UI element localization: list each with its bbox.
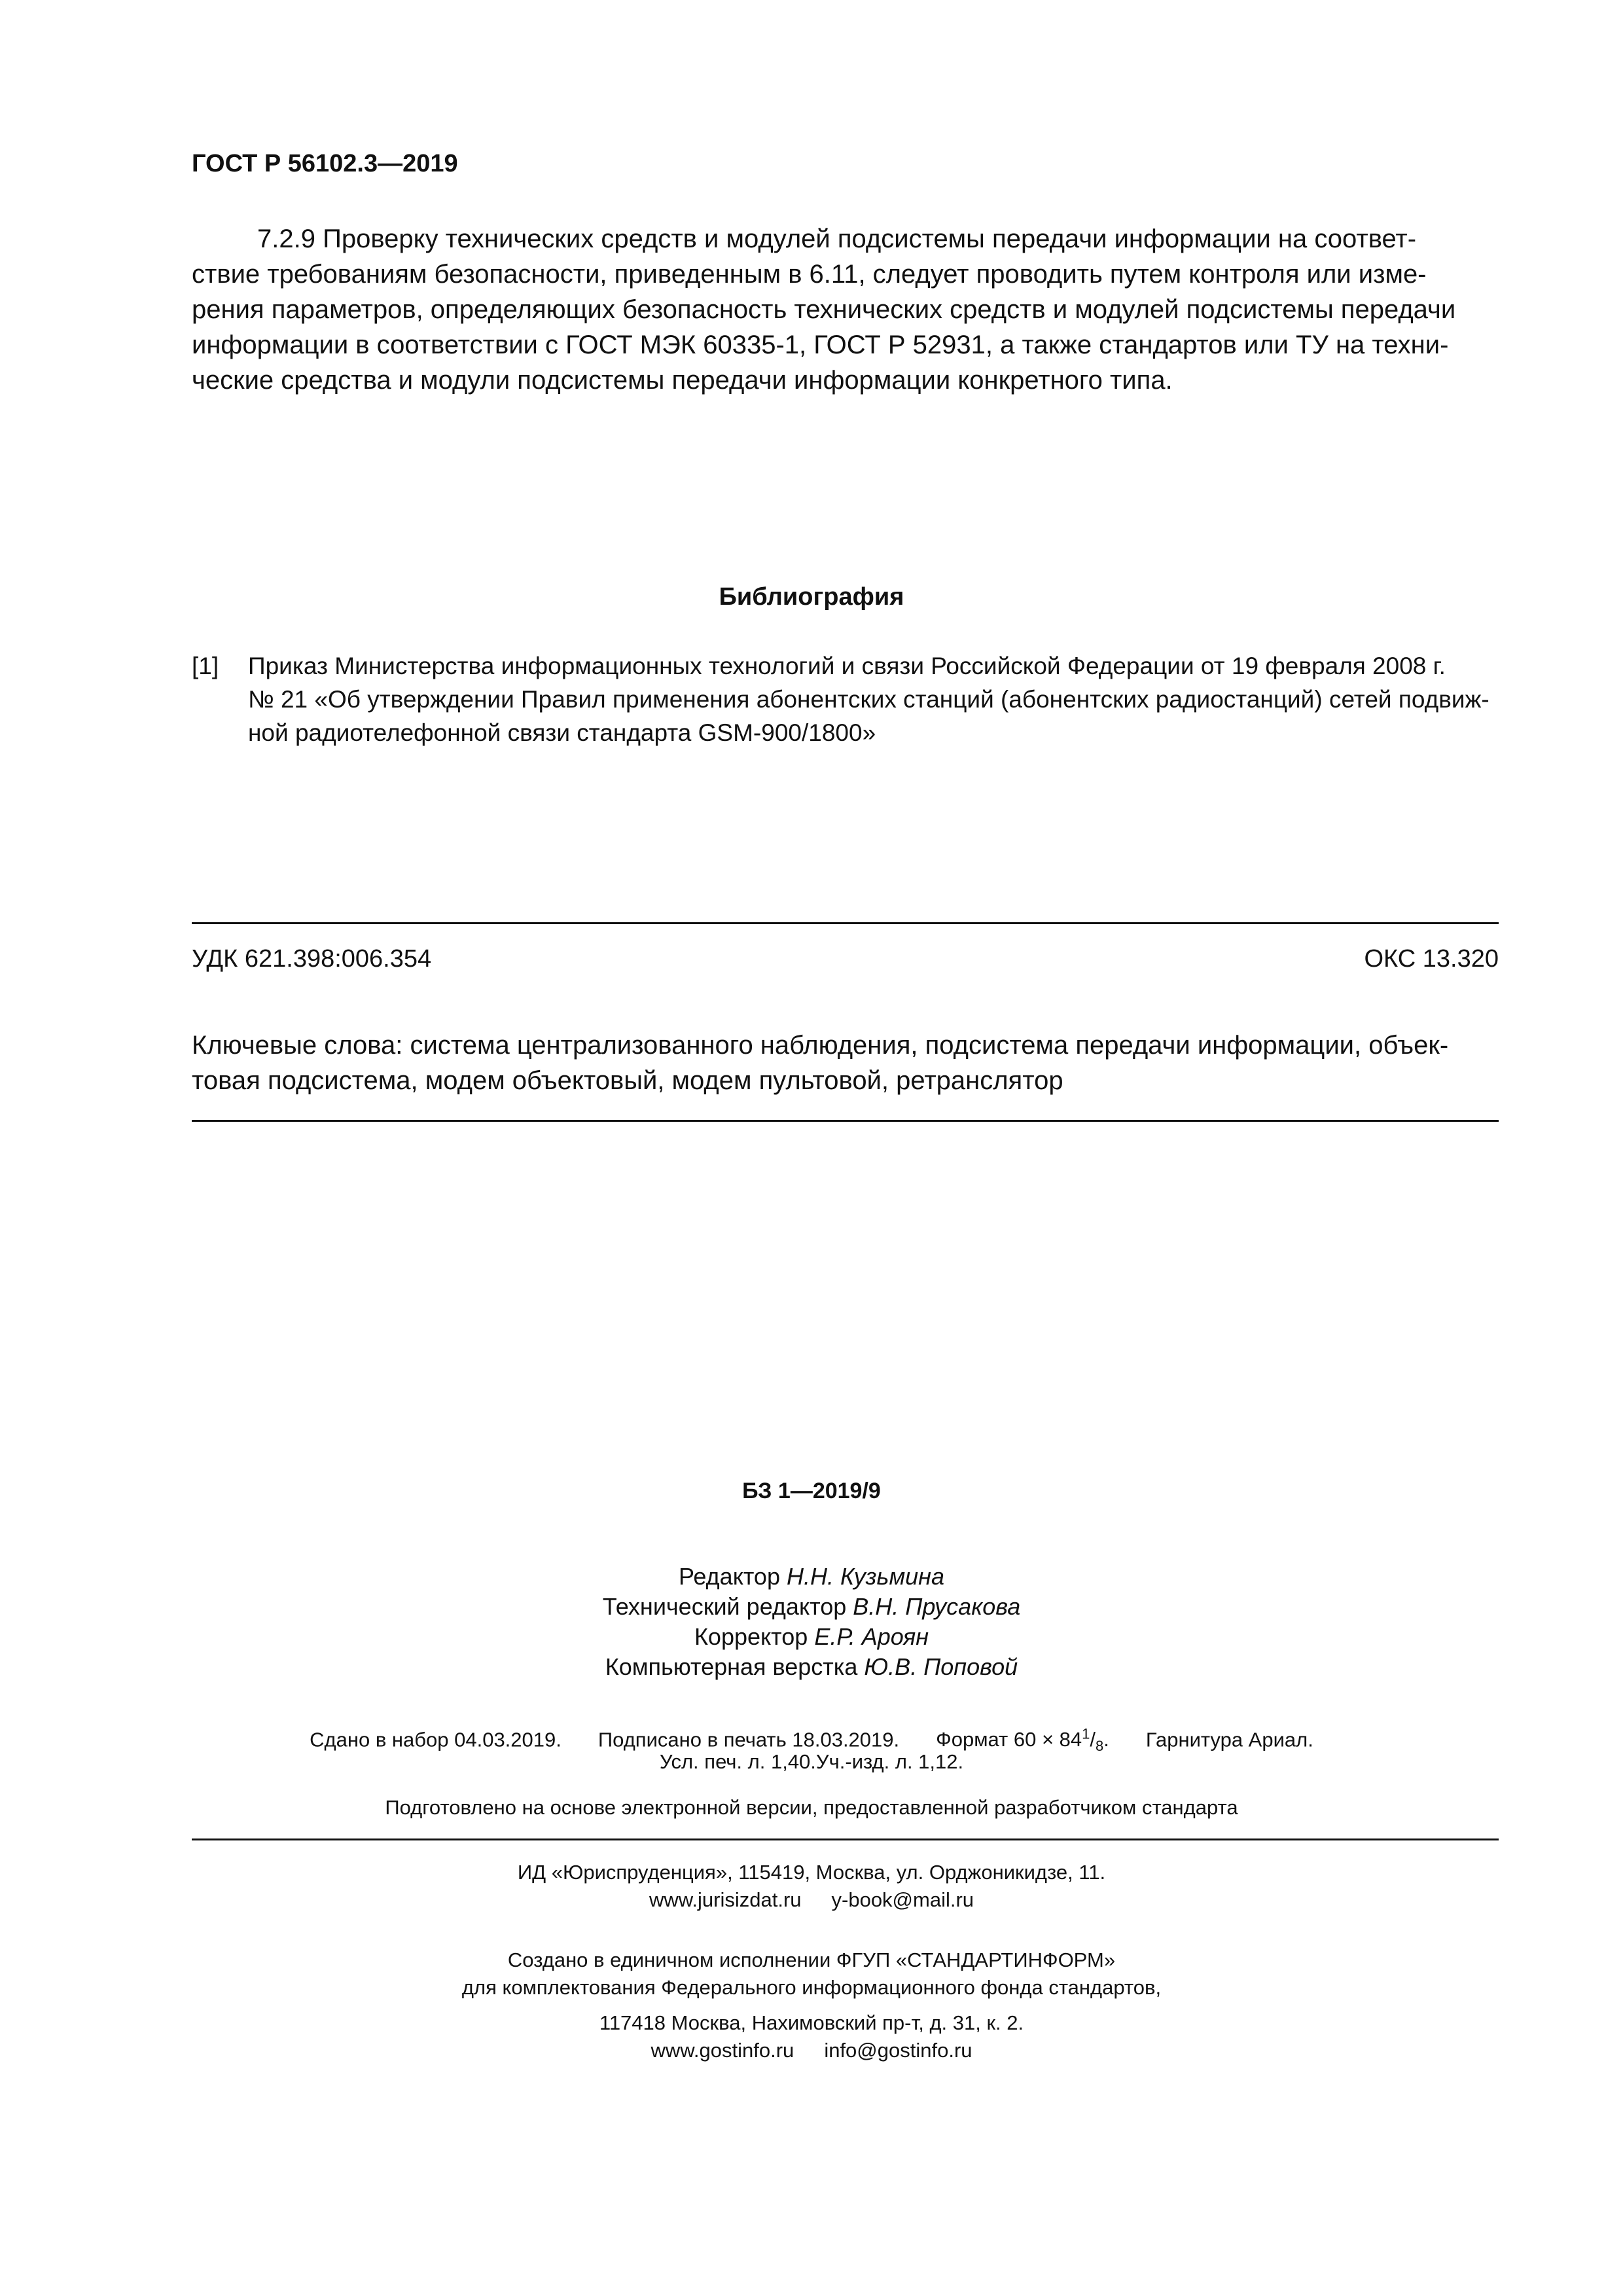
bibliography-entry-number: [1] (192, 653, 219, 679)
standartinform-address: 117418 Москва, Нахимовский пр-т, д. 31, к. 2. (599, 2011, 1024, 2034)
standartinform-email-link[interactable]: info@gostinfo.ru (824, 2039, 972, 2062)
clause-line: 7.2.9 Проверку технических средств и модулей подсистемы передачи информации на соответ- (257, 224, 1417, 253)
bibliography-line: Приказ Министерства информационных технологий и связи Российской Федерации от 19 февраля 2008 г. (248, 653, 1446, 679)
keywords-line: товая подсистема, модем объектовый, модем пультовой, ретранслятор (192, 1066, 1063, 1095)
printed-sheets: Усл. печ. л. 1,40. (659, 1750, 816, 1773)
clause-line: ствие требованиям безопасности, приведенным в 6.11, следует проводить путем контроля или изме- (192, 260, 1427, 289)
credits (0, 1562, 1623, 1682)
keywords (192, 1028, 1499, 1098)
standartinform-line: для комплектования Федерального информационного фонда стандартов, (461, 1976, 1162, 1999)
clause-7-2-9 (192, 221, 1499, 398)
publisher-contacts (0, 1886, 1623, 1914)
clause-line: рения параметров, определяющих безопасность технических средств и модулей подсистемы передачи (192, 295, 1456, 324)
signed-date: Подписано в печать 18.03.2019. (597, 1728, 900, 1751)
submitted-date: Сдано в набор 04.03.2019. (310, 1728, 562, 1751)
credit-layout: Компьютерная верстка Ю.В. Поповой (605, 1653, 1018, 1680)
paper-format: Формат $60 \times 84^1/_8$. (936, 1726, 1109, 1755)
divider-top (192, 922, 1499, 924)
credit-editor: Редактор Н.Н. Кузьмина (679, 1563, 944, 1590)
print-sheets (0, 1749, 1623, 1775)
edition-sheets: Уч.-изд. л. 1,12. (815, 1750, 964, 1773)
oks-code: ОКС 13.320 (1364, 945, 1499, 973)
bibliography-line: ной радиотелефонной связи стандарта GSM-900/1800» (248, 719, 876, 746)
divider-bottom (192, 1839, 1499, 1840)
keywords-line: Ключевые слова: система централизованного наблюдения, подсистема передачи информации, объек- (192, 1031, 1449, 1060)
prepared-note: Подготовлено на основе электронной версии, предоставленной разработчиком стандарта (385, 1796, 1238, 1819)
publisher-site-link[interactable]: www.jurisizdat.ru (649, 1888, 802, 1911)
publisher-block (0, 1859, 1623, 1914)
publisher-address: ИД «Юриспруденция», 115419, Москва, ул. Орджоникидзе, 11. (517, 1861, 1106, 1884)
clause-line: информации в соответствии с ГОСТ МЭК 60335-1, ГОСТ Р 52931, а также стандартов или ТУ на техни- (192, 331, 1449, 359)
publisher-email-link[interactable]: y-book@mail.ru (831, 1888, 974, 1911)
typeface: Гарнитура Ариал. (1145, 1728, 1313, 1751)
standartinform-site-link[interactable]: www.gostinfo.ru (651, 2039, 794, 2062)
clause-line: ческие средства и модули подсистемы передачи информации конкретного типа. (192, 366, 1173, 395)
standartinform-block (0, 1946, 1623, 2064)
standartinform-line: Создано в единичном исполнении ФГУП «СТАНДАРТИНФОРМ» (507, 1948, 1116, 1971)
credit-tech-editor: Технический редактор В.Н. Прусакова (602, 1593, 1021, 1620)
bz-number: БЗ 1—2019/9 (742, 1479, 881, 1503)
udk-code: УДК 621.398:006.354 (192, 945, 432, 973)
bibliography-entry-text (248, 649, 1499, 749)
divider-keywords (192, 1120, 1499, 1122)
standartinform-contacts (0, 2037, 1623, 2064)
bibliography-line: № 21 «Об утверждении Правил применения абонентских станций (абонентских радиостанций) сетей подвиж- (248, 686, 1489, 713)
document-code: ГОСТ Р 56102.3—2019 (192, 150, 458, 177)
credit-proofreader: Корректор Е.Р. Ароян (694, 1623, 929, 1650)
bibliography-title: Библиография (719, 583, 904, 611)
